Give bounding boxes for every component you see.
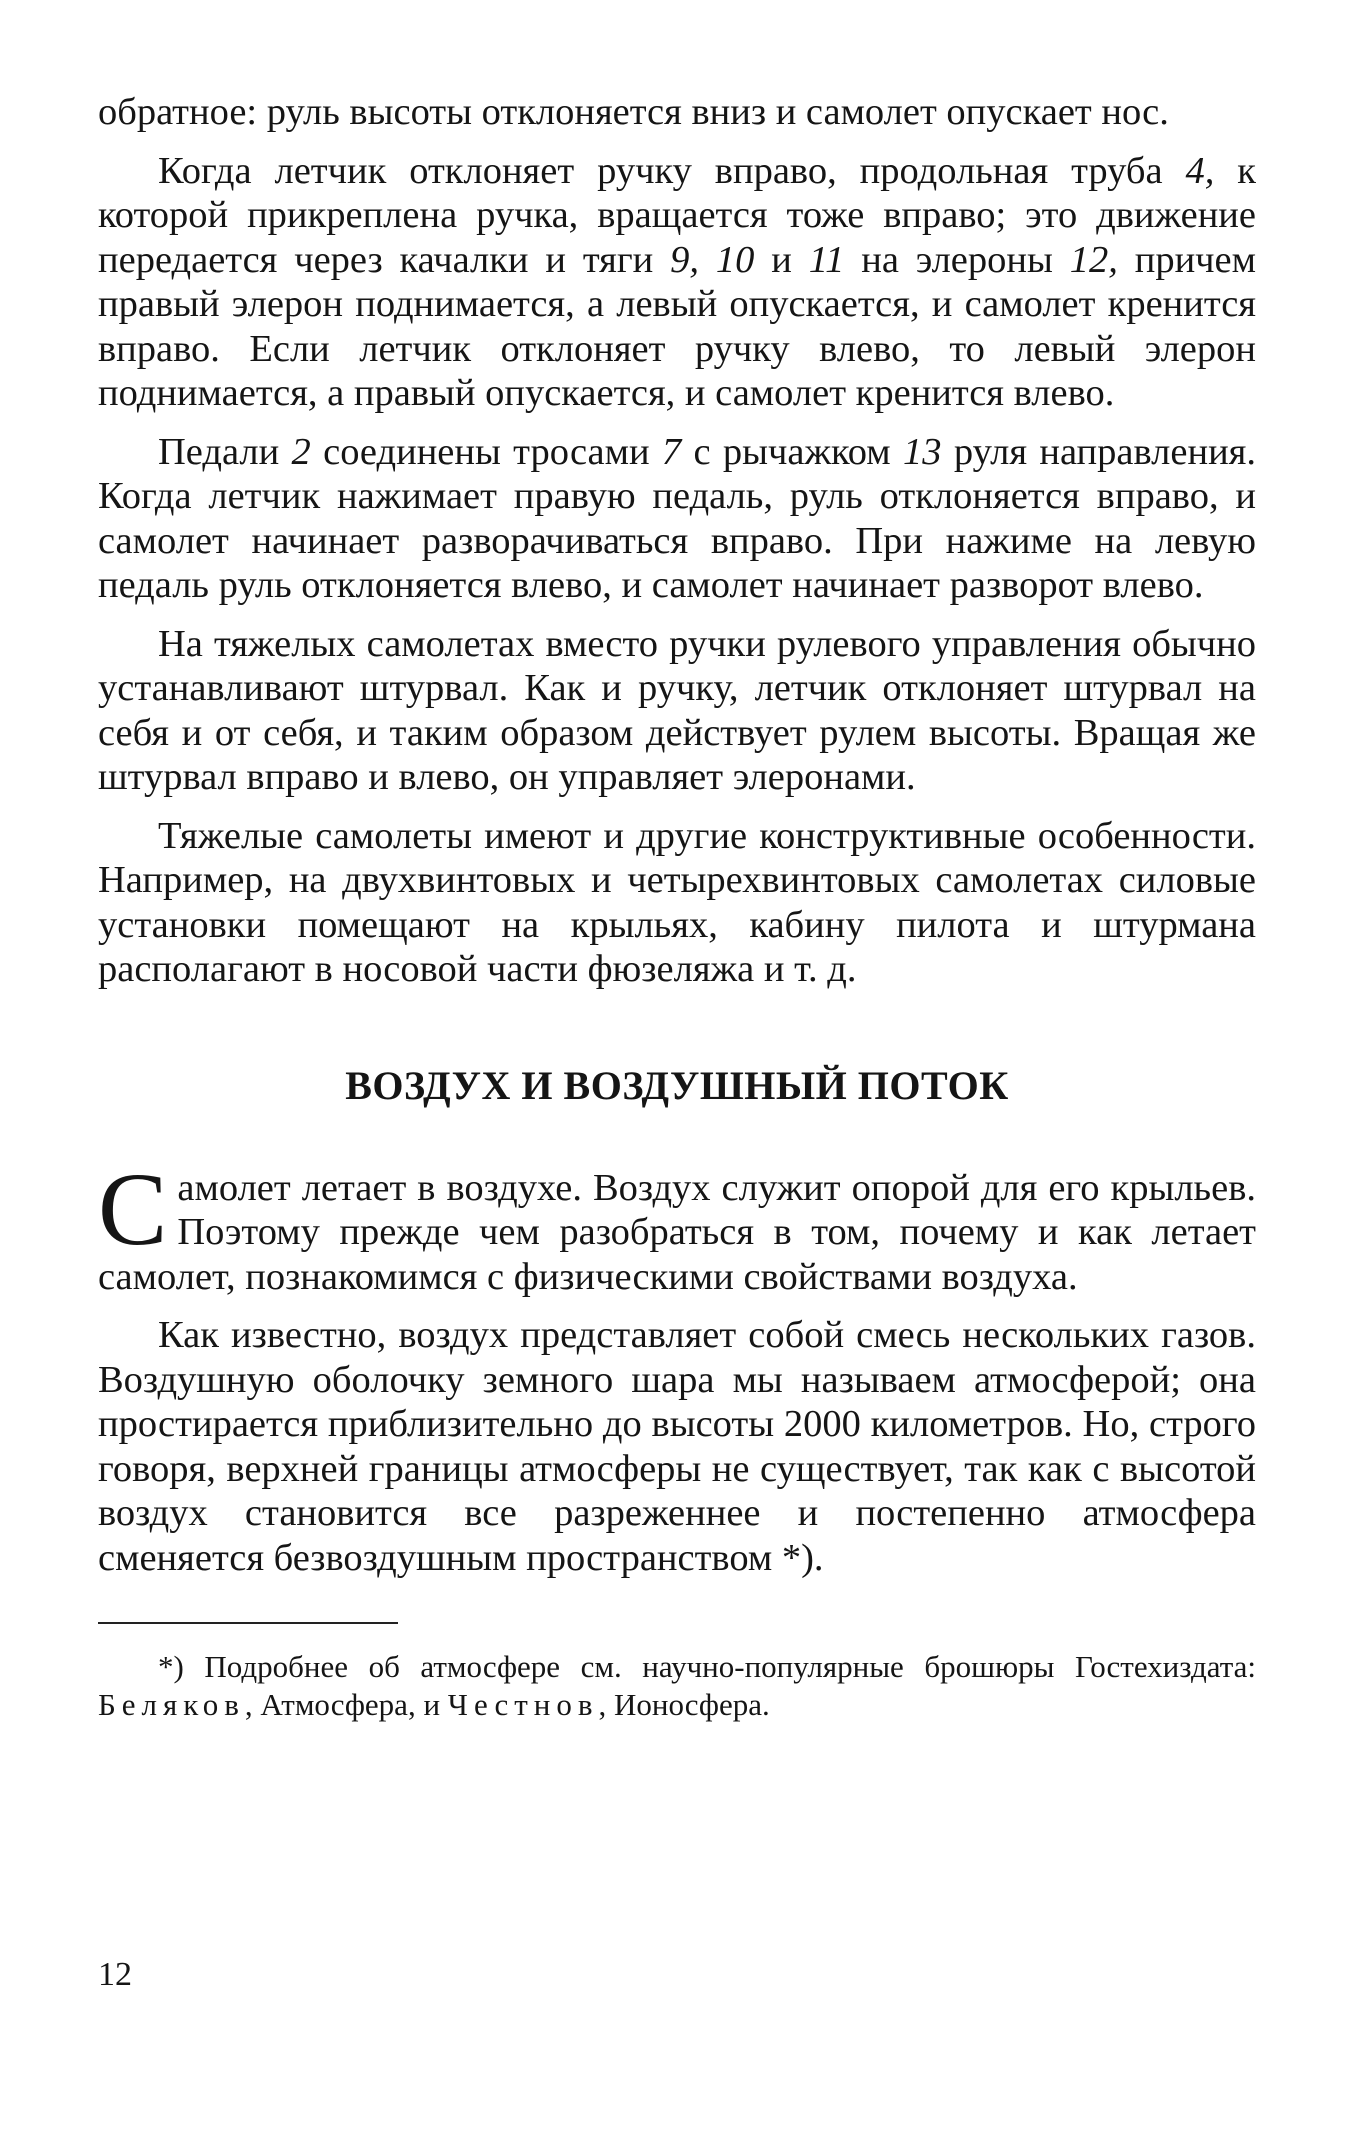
text-run: с рычажком [681,430,903,473]
text-run: соединены тросами [310,430,662,473]
paragraph-atmosphere: Как известно, воздух представляет собой смесь нескольких газов. Воздушную оболочку земного шара мы называем атмосферой; она простирается приблизительно до высоты 2000 километров. Но, строго говоря, верхней границы атмосферы не существует, так как с высотой воздух становится все разреженнее и постепенно атмосфера сменяется безвоздушным пространством *). [98,1314,1256,1579]
paragraph-continuation: обратное: руль высоты отклоняется вниз и самолет опускает нос. [98,91,1169,133]
text-run: причем правый элерон поднимается, а левый опускается, и самолет кренится вправо. Если летчик отклоняет ручку влево, то левый элерон поднимается, а правый опускается, и самолет кренится влево. [98,238,1256,414]
text-run: Когда летчик отклоняет ручку вправо, продольная труба [158,149,1186,192]
figure-ref: 4, [1185,149,1215,192]
text-run: амолет летает в воздухе. Воздух служит опорой для его крыльев. Поэтому прежде чем разобраться в том, почему и как летает самолет, познакомимся с физическими свойствами воздуха. [98,1166,1256,1298]
page-body [98,90,1256,1724]
paragraph-pedals [98,430,1256,608]
figure-ref: 7 [661,430,682,473]
page-number: 12 [98,1956,132,1993]
paragraph-steering-wheel: На тяжелых самолетах вместо ручки рулевого управления обычно устанавливают штурвал. Как и ручку, летчик отклоняет штурвал на себя и от себя, и таким образом действует рулем высоты. Вращая же штурвал вправо и влево, он управляет элеронами. [98,622,1256,798]
text-run: и [754,238,809,281]
author-name: Беляков [98,1687,245,1722]
paragraph-heavy-aircraft: Тяжелые самолеты имеют и другие конструктивные особенности. Например, на двухвинтовых и четырехвинтовых самолетах силовые установки помещают на крыльях, кабину пилота и штурмана располагают в носовой части фюзеляжа и т. д. [98,814,1256,990]
paragraph-air-intro [98,1151,1256,1300]
text-run: *) Подробнее об атмосфере см. научно-популярные брошюры Гостехиздата: [158,1649,1256,1684]
text-run: Педали [158,430,292,473]
figure-ref: 2 [291,430,311,473]
footnote [98,1648,1256,1724]
figure-ref: 11 [808,238,845,281]
figure-ref: 13 [903,430,942,473]
text-run: на элероны [844,238,1070,281]
paragraph-ailerons [98,149,1256,416]
text-run: , Атмосфера, и [244,1687,448,1722]
text-run: к которой прикреплена ручка, вращается тоже вправо; это движение передается через качалки и тяги [98,149,1256,281]
section-heading: ВОЗДУХ И ВОЗДУШНЫЙ ПОТОК [345,1062,1009,1108]
drop-cap: С [98,1151,168,1267]
figure-ref: 9, 10 [670,238,755,281]
text-run: , Ионосфера. [598,1687,770,1722]
figure-ref: 12, [1069,238,1118,281]
text-run: руля направления. Когда летчик нажимает правую педаль, руль отклоняется вправо, и самолет начинает разворачиваться вправо. При нажиме на левую педаль руль отклоняется влево, и самолет начинает разворот влево. [98,430,1257,606]
footnote-divider [98,1622,398,1624]
author-name: Честнов [447,1687,599,1722]
